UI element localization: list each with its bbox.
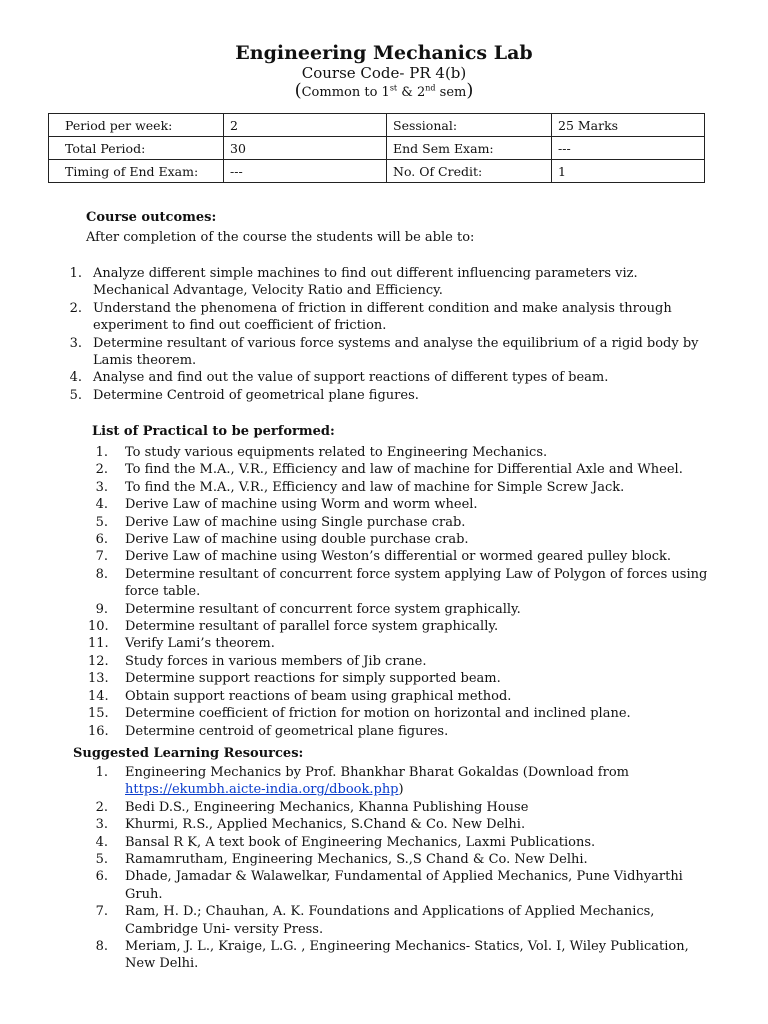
practicals-heading: List of Practical to be performed: xyxy=(92,424,335,439)
table-cell: --- xyxy=(552,137,705,160)
list-item xyxy=(88,705,708,722)
list-text: Determine resultant of various force systems and analyse the equilibrium of a rigid body by Lamis theorem. xyxy=(93,335,699,369)
table-row xyxy=(49,160,705,183)
course-info-table xyxy=(48,113,705,183)
list-number: 10. xyxy=(88,619,109,635)
table-cell: 1 xyxy=(552,160,705,183)
list-text: Meriam, J. L., Kraige, L.G. , Engineering Mechanics- Statics, Vol. I, Wiley Publication, New Delhi. xyxy=(125,939,689,972)
list-text: Determine centroid of geometrical plane figures. xyxy=(125,723,449,739)
table-cell: End Sem Exam: xyxy=(387,137,552,160)
list-number: 5. xyxy=(95,852,108,868)
list-number: 1. xyxy=(95,445,108,460)
list-text: Understand the phenomena of friction in different condition and make analysis through experiment to find out coefficient of friction. xyxy=(93,300,672,334)
list-number: 8. xyxy=(95,566,108,582)
list-text: To find the M.A., V.R., Efficiency and law of machine for Simple Screw Jack. xyxy=(125,479,625,495)
list-item xyxy=(88,496,708,513)
list-item xyxy=(88,723,708,740)
list-text: To study various equipments related to Engineering Mechanics. xyxy=(125,445,548,460)
list-text: Study forces in various members of Jib crane. xyxy=(125,653,427,669)
list-item xyxy=(88,851,708,868)
list-text: Determine resultant of concurrent force system applying Law of Polygon of forces using force table. xyxy=(125,566,708,600)
outcomes-heading: Course outcomes: xyxy=(86,210,217,225)
list-text: Ramamrutham, Engineering Mechanics, S.,S Chand & Co. New Delhi. xyxy=(125,852,588,868)
semester-note-suffix: sem xyxy=(435,85,467,100)
list-text: Khurmi, R.S., Applied Mechanics, S.Chand & Co. New Delhi. xyxy=(125,817,526,833)
list-number: 7. xyxy=(95,904,108,920)
resource-text: Engineering Mechanics by Prof. Bhankhar Bharat Gokaldas (Download from xyxy=(125,765,629,780)
table-row xyxy=(49,137,705,160)
list-item xyxy=(66,335,706,370)
list-text: Analyse and find out the value of support reactions of different types of beam. xyxy=(93,370,609,386)
list-item xyxy=(66,300,706,335)
list-item xyxy=(88,479,708,496)
table-cell: Total Period: xyxy=(49,137,224,160)
table-cell: 25 Marks xyxy=(552,114,705,137)
list-text: Determine resultant of parallel force system graphically. xyxy=(125,619,499,635)
list-item xyxy=(88,444,708,461)
list-item xyxy=(88,764,708,799)
list-number: 4. xyxy=(69,370,82,386)
resources-heading: Suggested Learning Resources: xyxy=(73,746,304,761)
list-number: 6. xyxy=(95,532,108,548)
list-text: Determine Centroid of geometrical plane figures. xyxy=(93,387,419,403)
list-text: Obtain support reactions of beam using graphical method. xyxy=(125,688,512,704)
table-cell: 2 xyxy=(224,114,387,137)
list-text: Determine support reactions for simply supported beam. xyxy=(125,671,501,687)
list-number: 2. xyxy=(95,799,108,815)
list-item xyxy=(88,566,708,601)
semester-note-mid: & 2 xyxy=(397,85,426,100)
list-item xyxy=(88,635,708,652)
list-number: 8. xyxy=(95,939,108,955)
course-code: Course Code- PR 4(b) xyxy=(301,64,467,82)
page-title: Engineering Mechanics Lab xyxy=(235,42,533,64)
list-number: 5. xyxy=(95,514,108,530)
list-item xyxy=(66,369,706,386)
list-item xyxy=(88,670,708,687)
list-number: 2. xyxy=(95,462,108,478)
semester-note-sup2: nd xyxy=(425,83,436,93)
semester-note-sup1: st xyxy=(389,83,398,93)
list-item xyxy=(88,618,708,635)
table-cell: Period per week: xyxy=(49,114,224,137)
list-number: 7. xyxy=(95,549,108,565)
table-cell: 30 xyxy=(224,137,387,160)
list-number: 1. xyxy=(69,266,82,281)
list-item xyxy=(88,548,708,565)
list-item xyxy=(88,903,708,938)
list-item xyxy=(66,265,706,300)
list-number: 15. xyxy=(88,706,109,722)
list-text: Derive Law of machine using Single purchase crab. xyxy=(125,514,466,530)
list-text: Verify Lami’s theorem. xyxy=(125,636,275,652)
ebook-download-link[interactable]: https://ekumbh.aicte-india.org/dbook.php xyxy=(125,782,399,798)
list-number: 3. xyxy=(69,335,82,351)
table-cell: --- xyxy=(224,160,387,183)
list-number: 2. xyxy=(69,300,82,316)
list-number: 14. xyxy=(88,688,109,704)
list-number: 13. xyxy=(88,671,109,687)
list-text: Ram, H. D.; Chauhan, A. K. Foundations and Applications of Applied Mechanics, Cambridge Uni- versity Press. xyxy=(125,904,655,937)
list-text: Derive Law of machine using Worm and worm wheel. xyxy=(125,497,478,513)
list-number: 1. xyxy=(95,765,108,780)
semester-note: (Common to 1st & 2nd sem) xyxy=(294,80,474,101)
list-item xyxy=(88,834,708,851)
list-item xyxy=(88,514,708,531)
list-text: Bedi D.S., Engineering Mechanics, Khanna Publishing House xyxy=(125,799,529,815)
list-text: Determine coefficient of friction for motion on horizontal and inclined plane. xyxy=(125,706,631,722)
list-item xyxy=(88,601,708,618)
table-cell: No. Of Credit: xyxy=(387,160,552,183)
table-row xyxy=(49,114,705,137)
list-text: Determine resultant of concurrent force system graphically. xyxy=(125,601,521,617)
list-number: 9. xyxy=(95,601,108,617)
list-number: 4. xyxy=(95,834,108,850)
outcomes-intro: After completion of the course the students will be able to: xyxy=(86,230,475,245)
table-cell: Timing of End Exam: xyxy=(49,160,224,183)
outcomes-list xyxy=(66,265,706,404)
list-item xyxy=(66,387,706,404)
list-text: Derive Law of machine using double purchase crab. xyxy=(125,532,469,548)
resources-list xyxy=(88,764,708,973)
list-text xyxy=(125,764,708,799)
list-text: Dhade, Jamadar & Walawelkar, Fundamental of Applied Mechanics, Pune Vidhyarthi Gruh. xyxy=(125,869,683,902)
list-item xyxy=(88,461,708,478)
list-number: 16. xyxy=(88,723,109,739)
list-number: 4. xyxy=(95,497,108,513)
list-number: 6. xyxy=(95,869,108,885)
list-number: 12. xyxy=(88,653,109,669)
list-item xyxy=(88,868,708,903)
list-text: Analyze different simple machines to find out different influencing parameters viz. Mechanical Advantage, Velocity Ratio and Efficiency. xyxy=(93,266,638,299)
list-text: Derive Law of machine using Weston’s differential or wormed geared pulley block. xyxy=(125,549,672,565)
list-item xyxy=(88,799,708,816)
list-text: Bansal R K, A text book of Engineering Mechanics, Laxmi Publications. xyxy=(125,834,596,850)
list-item xyxy=(88,531,708,548)
practicals-list xyxy=(88,444,708,740)
list-number: 5. xyxy=(69,387,82,403)
list-number: 3. xyxy=(95,817,108,833)
list-item xyxy=(88,653,708,670)
semester-note-prefix: Common to 1 xyxy=(301,85,390,100)
list-number: 3. xyxy=(95,479,108,495)
table-cell: Sessional: xyxy=(387,114,552,137)
resource-text-close: ) xyxy=(398,782,404,798)
list-item xyxy=(88,816,708,833)
list-number: 11. xyxy=(88,636,109,652)
list-text: To find the M.A., V.R., Efficiency and law of machine for Differential Axle and Wheel. xyxy=(125,462,683,478)
list-item xyxy=(88,938,708,973)
list-item xyxy=(88,688,708,705)
